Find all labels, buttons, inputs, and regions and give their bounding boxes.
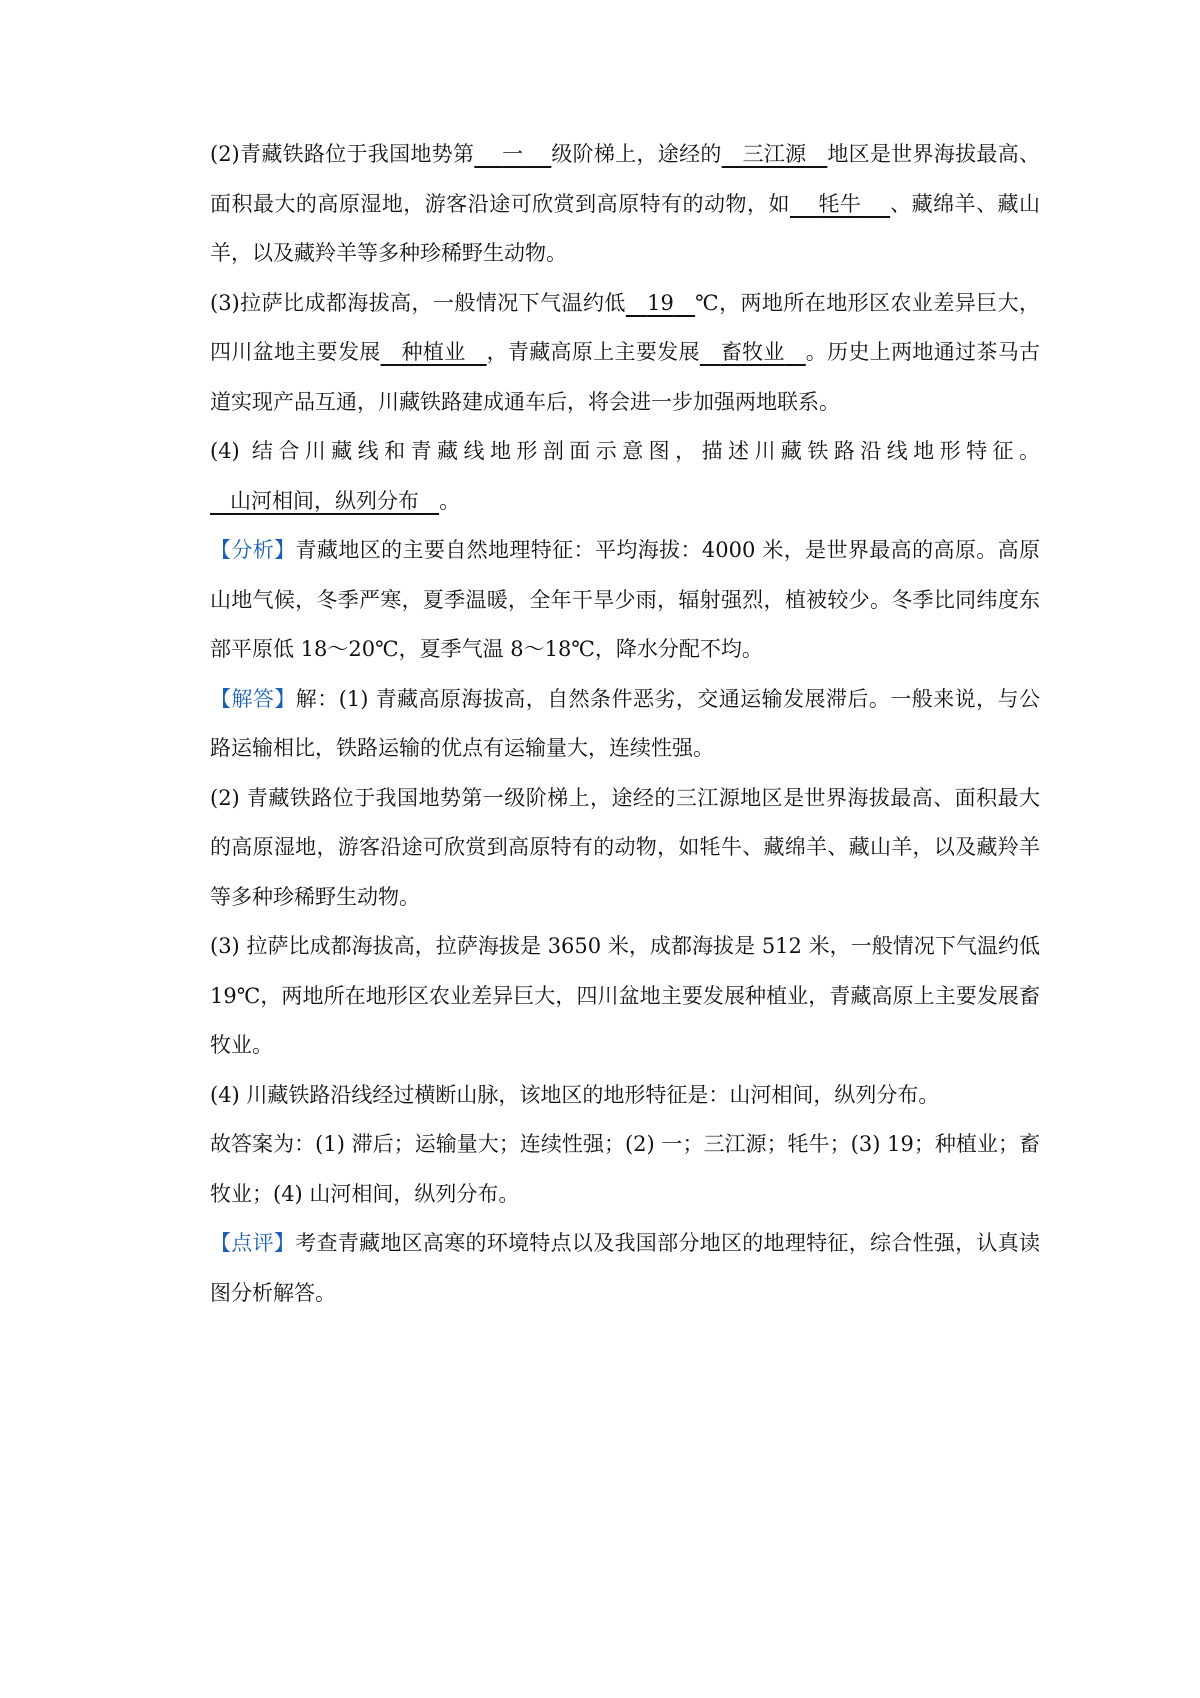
- analysis-text: 青藏地区的主要自然地理特征：平均海拔：4000 米，是世界最高的高原。高原山地气候，冬季严寒，夏季温暖，全年干旱少雨，辐射强烈，植被较少。冬季比同纬度东部平原低 18～20℃，夏季气温 8～18℃，降水分配不均。: [210, 538, 1040, 661]
- question-2-blank-2: 三江源: [742, 142, 807, 166]
- comment-section: [210, 1219, 1040, 1318]
- question-4-blank-1: 山河相间，纵列分布: [230, 488, 420, 513]
- question-2: [210, 130, 1040, 279]
- document-page: [210, 130, 1040, 1318]
- question-3-text-4: 。历史上两地通过茶马古道实现产品互通，川藏铁路建成通车后，将会进一步加强两地联系。: [210, 340, 1041, 414]
- answer-part-4: (4) 川藏铁路沿线经过横断山脉，该地区的地形特征是：山河相间，纵列分布。: [210, 1082, 940, 1107]
- answer-tag: 【解答】: [210, 686, 296, 711]
- question-2-blank-3: 牦牛: [818, 191, 862, 216]
- question-2-blank-1: 一: [502, 142, 524, 166]
- question-3-text-2: ℃，两地所在地形区农业差异巨大，四川盆地主要发展: [210, 290, 1041, 364]
- comment-text: 考查青藏地区高寒的环境特点以及我国部分地区的地理特征，综合性强，认真读图分析解答。: [210, 1231, 1041, 1305]
- question-2-text-3: 地区是世界海拔最高、面积最大的高原湿地，游客沿途可欣赏到高原特有的动物，如: [210, 142, 1041, 216]
- question-3-blank-3: 畜牧业: [720, 340, 785, 364]
- answer-summary: 故答案为：(1) 滞后；运输量大；连续性强；(2) 一；三江源；牦牛；(3) 19；种植业；畜牧业；(4) 山河相间，纵列分布。: [210, 1132, 1040, 1206]
- answer-part-2: (2) 青藏铁路位于我国地势第一级阶梯上，途经的三江源地区是世界海拔最高、面积最大的高原湿地，游客沿途可欣赏到高原特有的动物，如牦牛、藏绵羊、藏山羊，以及藏羚羊等多种珍稀野生动物。: [210, 785, 1040, 909]
- question-3: [210, 279, 1040, 428]
- question-2-text-4: 、藏绵羊、藏山羊，以及藏羚羊等多种珍稀野生动物。: [210, 191, 1041, 265]
- question-4-text-1: (4) 结合川藏线和青藏线地形剖面示意图，描述川藏铁路沿线地形特征。: [210, 439, 1040, 463]
- answer-part-3: (3) 拉萨比成都海拔高，拉萨海拔是 3650 米，成都海拔是 512 米，一般情况下气温约低 19℃，两地所在地形区农业差异巨大，四川盆地主要发展种植业，青藏高原上主要发展畜牧业。: [210, 934, 1040, 1057]
- comment-tag: 【点评】: [210, 1231, 296, 1255]
- question-2-text-1: (2)青藏铁路位于我国地势第: [210, 142, 475, 166]
- answer-section: [210, 675, 1040, 774]
- answer-part-1: 解：(1) 青藏高原海拔高，自然条件恶劣，交通运输发展滞后。一般来说，与公路运输相比，铁路运输的优点有运输量大，连续性强。: [210, 686, 1041, 760]
- question-3-blank-2: 种植业: [401, 340, 466, 364]
- question-3-text-3: ，青藏高原上主要发展: [486, 340, 700, 364]
- analysis-section: [210, 526, 1040, 675]
- question-2-text-2: 级阶梯上，途经的: [551, 142, 722, 166]
- question-3-blank-1: 19: [647, 290, 674, 315]
- analysis-tag: 【分析】: [210, 538, 296, 562]
- question-3-text-1: (3)拉萨比成都海拔高，一般情况下气温约低: [210, 290, 626, 315]
- question-4-text-2: 。: [439, 488, 461, 513]
- question-4: [210, 427, 1040, 526]
